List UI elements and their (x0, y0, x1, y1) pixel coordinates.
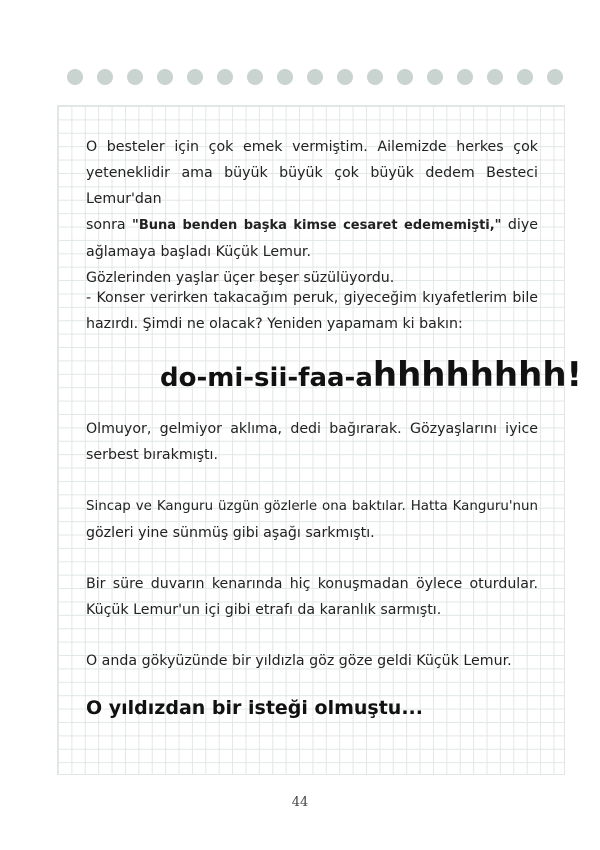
binder-dot (127, 69, 143, 85)
binder-dot (97, 69, 113, 85)
closing-line: O yıldızdan bir isteği olmuştu... (86, 697, 423, 719)
text-line: Olmuyor, gelmiyor aklıma, dedi bağırarak. Gözyaşlarını iyice (86, 421, 538, 437)
binder-dot (67, 69, 83, 85)
paragraph-5 (86, 571, 538, 623)
page-number: 44 (291, 795, 309, 810)
text-line: serbest bırakmıştı. (86, 447, 219, 463)
binder-dot (217, 69, 233, 85)
text-line: ağlamaya başladı Küçük Lemur. (86, 244, 311, 260)
binder-dot (187, 69, 203, 85)
paragraph-3 (86, 416, 538, 468)
binder-dot (487, 69, 503, 85)
binder-dot (337, 69, 353, 85)
text-line: Gözlerinden yaşlar üçer beşer süzülüyordu. (86, 270, 395, 286)
binder-dot (427, 69, 443, 85)
song-line (160, 355, 582, 395)
binder-dot (457, 69, 473, 85)
text-line (86, 212, 538, 239)
binder-dot (517, 69, 533, 85)
text-line: O anda gökyüzünde bir yıldızla göz göze geldi Küçük Lemur. (86, 653, 512, 669)
paragraph-1 (86, 134, 538, 291)
binder-dot (547, 69, 563, 85)
song-text: do-mi-sii-faa-a (160, 363, 373, 393)
binder-dot (307, 69, 323, 85)
text-line: hazırdı. Şimdi ne olacak? Yeniden yapamam ki bakın: (86, 316, 463, 332)
paragraph-6 (86, 648, 538, 674)
binder-dot (397, 69, 413, 85)
binder-dot (277, 69, 293, 85)
text-span: diye (501, 217, 538, 233)
paragraph-4 (86, 494, 538, 546)
text-line: Bir süre duvarın kenarında hiç konuşmadan öylece oturdular. (86, 576, 538, 592)
binder-dots (67, 69, 563, 85)
paragraph-2 (86, 285, 538, 337)
text-line: O besteler için çok emek vermiştim. Ailemizde herkes çok (86, 139, 538, 155)
text-line: Sincap ve Kanguru üzgün gözlerle ona baktılar. Hatta Kanguru'nun (86, 499, 538, 514)
text-line: gözleri yine sünmüş gibi aşağı sarkmıştı. (86, 525, 375, 541)
quote-text: "Buna benden başka kimse cesaret edememişti," (132, 218, 502, 233)
text-span: sonra (86, 217, 133, 233)
song-text-large: hhhhhhhh! (372, 355, 583, 395)
binder-dot (157, 69, 173, 85)
text-line: - Konser verirken takacağım peruk, giyeceğim kıyafetlerim bile (86, 290, 538, 306)
binder-dot (247, 69, 263, 85)
text-line: yeteneklidir ama büyük büyük çok büyük dedem Besteci Lemur'dan (86, 165, 538, 207)
binder-dot (367, 69, 383, 85)
text-line: Küçük Lemur'un içi gibi etrafı da karanlık sarmıştı. (86, 602, 442, 618)
